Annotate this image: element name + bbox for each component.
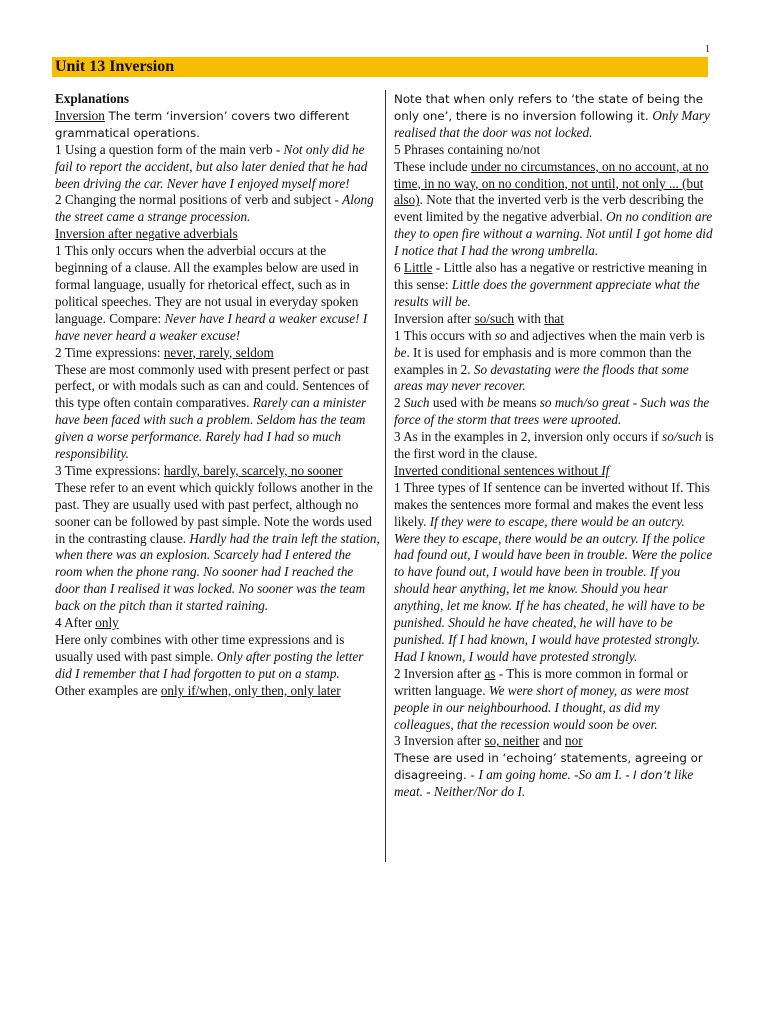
text-run: so/such bbox=[474, 310, 515, 326]
paragraph bbox=[55, 463, 380, 480]
text-run: . Note that the inverted verb is the verb describing the event limited by the negative adverbial. bbox=[394, 192, 704, 225]
paragraph bbox=[394, 91, 714, 142]
text-run: Note that when only refers to ‘the state of being the only one’, there is no inversion following it. bbox=[394, 92, 704, 123]
text-run: The term ‘inversion’ covers two different grammatical operations. bbox=[55, 108, 350, 140]
text-run: nor bbox=[565, 733, 583, 749]
paragraph bbox=[55, 192, 380, 226]
text-run: Only Mary realised that the door was not locked. bbox=[394, 107, 710, 140]
text-run: Explanations bbox=[55, 91, 130, 106]
paragraph bbox=[394, 666, 714, 734]
text-run: 6 bbox=[394, 260, 404, 276]
text-run: 2 Time expressions: bbox=[55, 344, 164, 360]
text-run: Inverted conditional sentences without bbox=[394, 462, 602, 478]
text-run: 1 Three types of If sentence can be inverted without If. This makes the sentences more formal and makes the event less likely. bbox=[394, 479, 710, 529]
text-run: with bbox=[514, 310, 545, 326]
paragraph bbox=[394, 429, 714, 463]
text-run: Little does the government appreciate what the results will be. bbox=[394, 276, 700, 309]
text-run: I am going home. -So am I. - bbox=[478, 767, 634, 783]
text-run: so bbox=[494, 327, 507, 343]
text-run: Little bbox=[403, 260, 433, 276]
text-run: Rarely can a minister have been faced with such a problem. Seldom has the team given a worse performance. Rarely had I had so much responsibility. bbox=[55, 395, 367, 462]
paragraph bbox=[394, 463, 714, 480]
paragraph bbox=[394, 142, 714, 159]
text-run: Such bbox=[403, 395, 430, 411]
paragraph bbox=[55, 615, 380, 632]
paragraph bbox=[55, 632, 380, 683]
text-run: never, rarely, seldom bbox=[163, 344, 274, 360]
text-run: Inversion after bbox=[394, 310, 475, 326]
paragraph bbox=[55, 142, 380, 193]
text-run: If bbox=[601, 462, 610, 478]
text-run: Only after posting the letter did I remember that I had forgotten to put on a stamp. bbox=[55, 648, 364, 681]
column-divider bbox=[385, 90, 386, 862]
left-column bbox=[55, 91, 380, 700]
text-run: 3 As in the examples in 2, inversion only occurs if bbox=[394, 429, 663, 445]
text-run: So devastating were the floods that some areas may never recover. bbox=[394, 361, 689, 394]
paragraph bbox=[55, 108, 380, 142]
text-run: as bbox=[484, 665, 496, 681]
paragraph bbox=[55, 345, 380, 362]
text-run: 5 Phrases containing no/not bbox=[394, 141, 541, 157]
text-run: Inversion bbox=[55, 107, 105, 123]
text-run: 4 After bbox=[55, 615, 96, 631]
text-run: is the first word in the clause. bbox=[394, 429, 714, 462]
paragraph bbox=[55, 683, 380, 700]
text-run: If they were to escape, there would be an outcry. Were they to escape, there would be an outcry. If the police had found out, I would have been in trouble. Were the police to have found out, I would have been in trouble. If you should hear anything, let me know. Should you hear anything, let me know. If he has cheated, he will have to be punished. Should he have cheated, he will have to be punished. If I had known, I would have protested strongly. Had I known, I would have protested strongly. bbox=[394, 513, 713, 664]
text-run: 1 This occurs with bbox=[394, 327, 495, 343]
text-run: Here only combines with other time expressions and is usually used with past simple. bbox=[55, 632, 345, 664]
text-run: These refer to an event which quickly follows another in the past. They are usually used with past perfect, although no sooner can be followed by past simple. Note the words used in the contrasting clause. bbox=[55, 479, 373, 546]
text-run: and bbox=[539, 733, 566, 749]
text-run: 3 Inversion after bbox=[394, 733, 485, 749]
text-run: used with bbox=[429, 395, 488, 411]
text-run: On no condition are they to open fire without a warning. Not until I got home did I notice that I had the wrong umbrella. bbox=[394, 209, 713, 259]
text-run: These include bbox=[394, 158, 471, 174]
text-run: 3 Time expressions: bbox=[55, 462, 164, 478]
right-column bbox=[394, 91, 714, 801]
text-run: be bbox=[487, 395, 500, 411]
text-run: like meat. - Neither/Nor do I. bbox=[394, 767, 694, 800]
text-run: that bbox=[544, 310, 564, 326]
text-run: Other examples are bbox=[55, 682, 161, 698]
text-run: and adjectives when the main verb is bbox=[506, 327, 705, 343]
text-run: under no circumstances, on no account, at no time, in no way, on no condition, not until, not only ... (but also) bbox=[394, 158, 709, 208]
paragraph bbox=[394, 159, 714, 260]
paragraph bbox=[55, 243, 380, 344]
paragraph bbox=[394, 750, 714, 801]
paragraph bbox=[394, 260, 714, 311]
text-run: - This is more common in formal or written language. bbox=[394, 665, 688, 698]
text-run: Hardly had the train left the station, when there was an explosion. Scarcely had I entered the room when the phone rang. No sooner had I reached the door than I realised it was locked. No sooner was the team back on the pitch than it started raining. bbox=[55, 530, 380, 614]
paragraph bbox=[394, 480, 714, 666]
text-run: so, neither bbox=[484, 733, 540, 749]
text-run: 1 This only occurs when the adverbial occurs at the beginning of a clause. All the examples below are used in formal language, usually for rhetorical effect, such as in political speeches. They are not usual in everyday spoken language. Compare: bbox=[55, 243, 359, 326]
page-number: 1 bbox=[705, 44, 710, 55]
paragraph bbox=[394, 311, 714, 328]
text-run: These are used in ‘echoing’ statements, agreeing or disagreeing. - bbox=[394, 751, 703, 783]
text-run: 2 bbox=[394, 395, 404, 411]
text-run: We were short of money, as were most people in our neighbourhood. I thought, as did my colleagues, that the recession would soon be over. bbox=[394, 682, 689, 732]
text-run: - Little also has a negative or restrictive meaning in this sense: bbox=[394, 260, 708, 292]
text-run: hardly, barely, scarcely, no sooner bbox=[163, 462, 343, 478]
text-run: Not only did he fail to report the accident, but also later denied that he had been driving the car. Never have I enjoyed myself more! bbox=[55, 141, 368, 191]
text-run: These are most commonly used with present perfect or past perfect, or with modals such as can and could. Sentences of this type often contain comparatives. bbox=[55, 361, 370, 411]
text-run: so much/so great bbox=[539, 395, 630, 411]
text-run: Never have I heard a weaker excuse! I have never heard a weaker excuse! bbox=[55, 310, 368, 343]
text-run: so/such bbox=[662, 429, 702, 445]
text-run: be bbox=[394, 344, 407, 360]
paragraph bbox=[55, 226, 380, 243]
paragraph bbox=[55, 91, 380, 108]
paragraph bbox=[55, 480, 380, 615]
text-run: means bbox=[499, 395, 540, 411]
paragraph bbox=[394, 733, 714, 750]
paragraph bbox=[394, 328, 714, 396]
text-run: I don’t bbox=[633, 768, 671, 783]
text-run: - bbox=[629, 395, 641, 411]
text-run: 2 Changing the normal positions of verb and subject - bbox=[55, 192, 343, 208]
text-run: Along the street came a strange procession. bbox=[55, 192, 374, 225]
text-run: Inversion after negative adverbials bbox=[55, 226, 238, 242]
text-run: only bbox=[95, 615, 119, 631]
paragraph bbox=[55, 362, 380, 463]
text-run: . It is used for emphasis and is more common than the examples in 2. bbox=[394, 344, 692, 377]
text-run: 2 Inversion after bbox=[394, 665, 485, 681]
text-run: Such was the force of the storm that trees were uprooted. bbox=[394, 395, 710, 428]
unit-title: Unit 13 Inversion bbox=[52, 57, 708, 77]
text-run: only if/when, only then, only later bbox=[160, 682, 341, 698]
text-run: 1 Using a question form of the main verb - bbox=[55, 141, 284, 157]
paragraph bbox=[394, 395, 714, 429]
